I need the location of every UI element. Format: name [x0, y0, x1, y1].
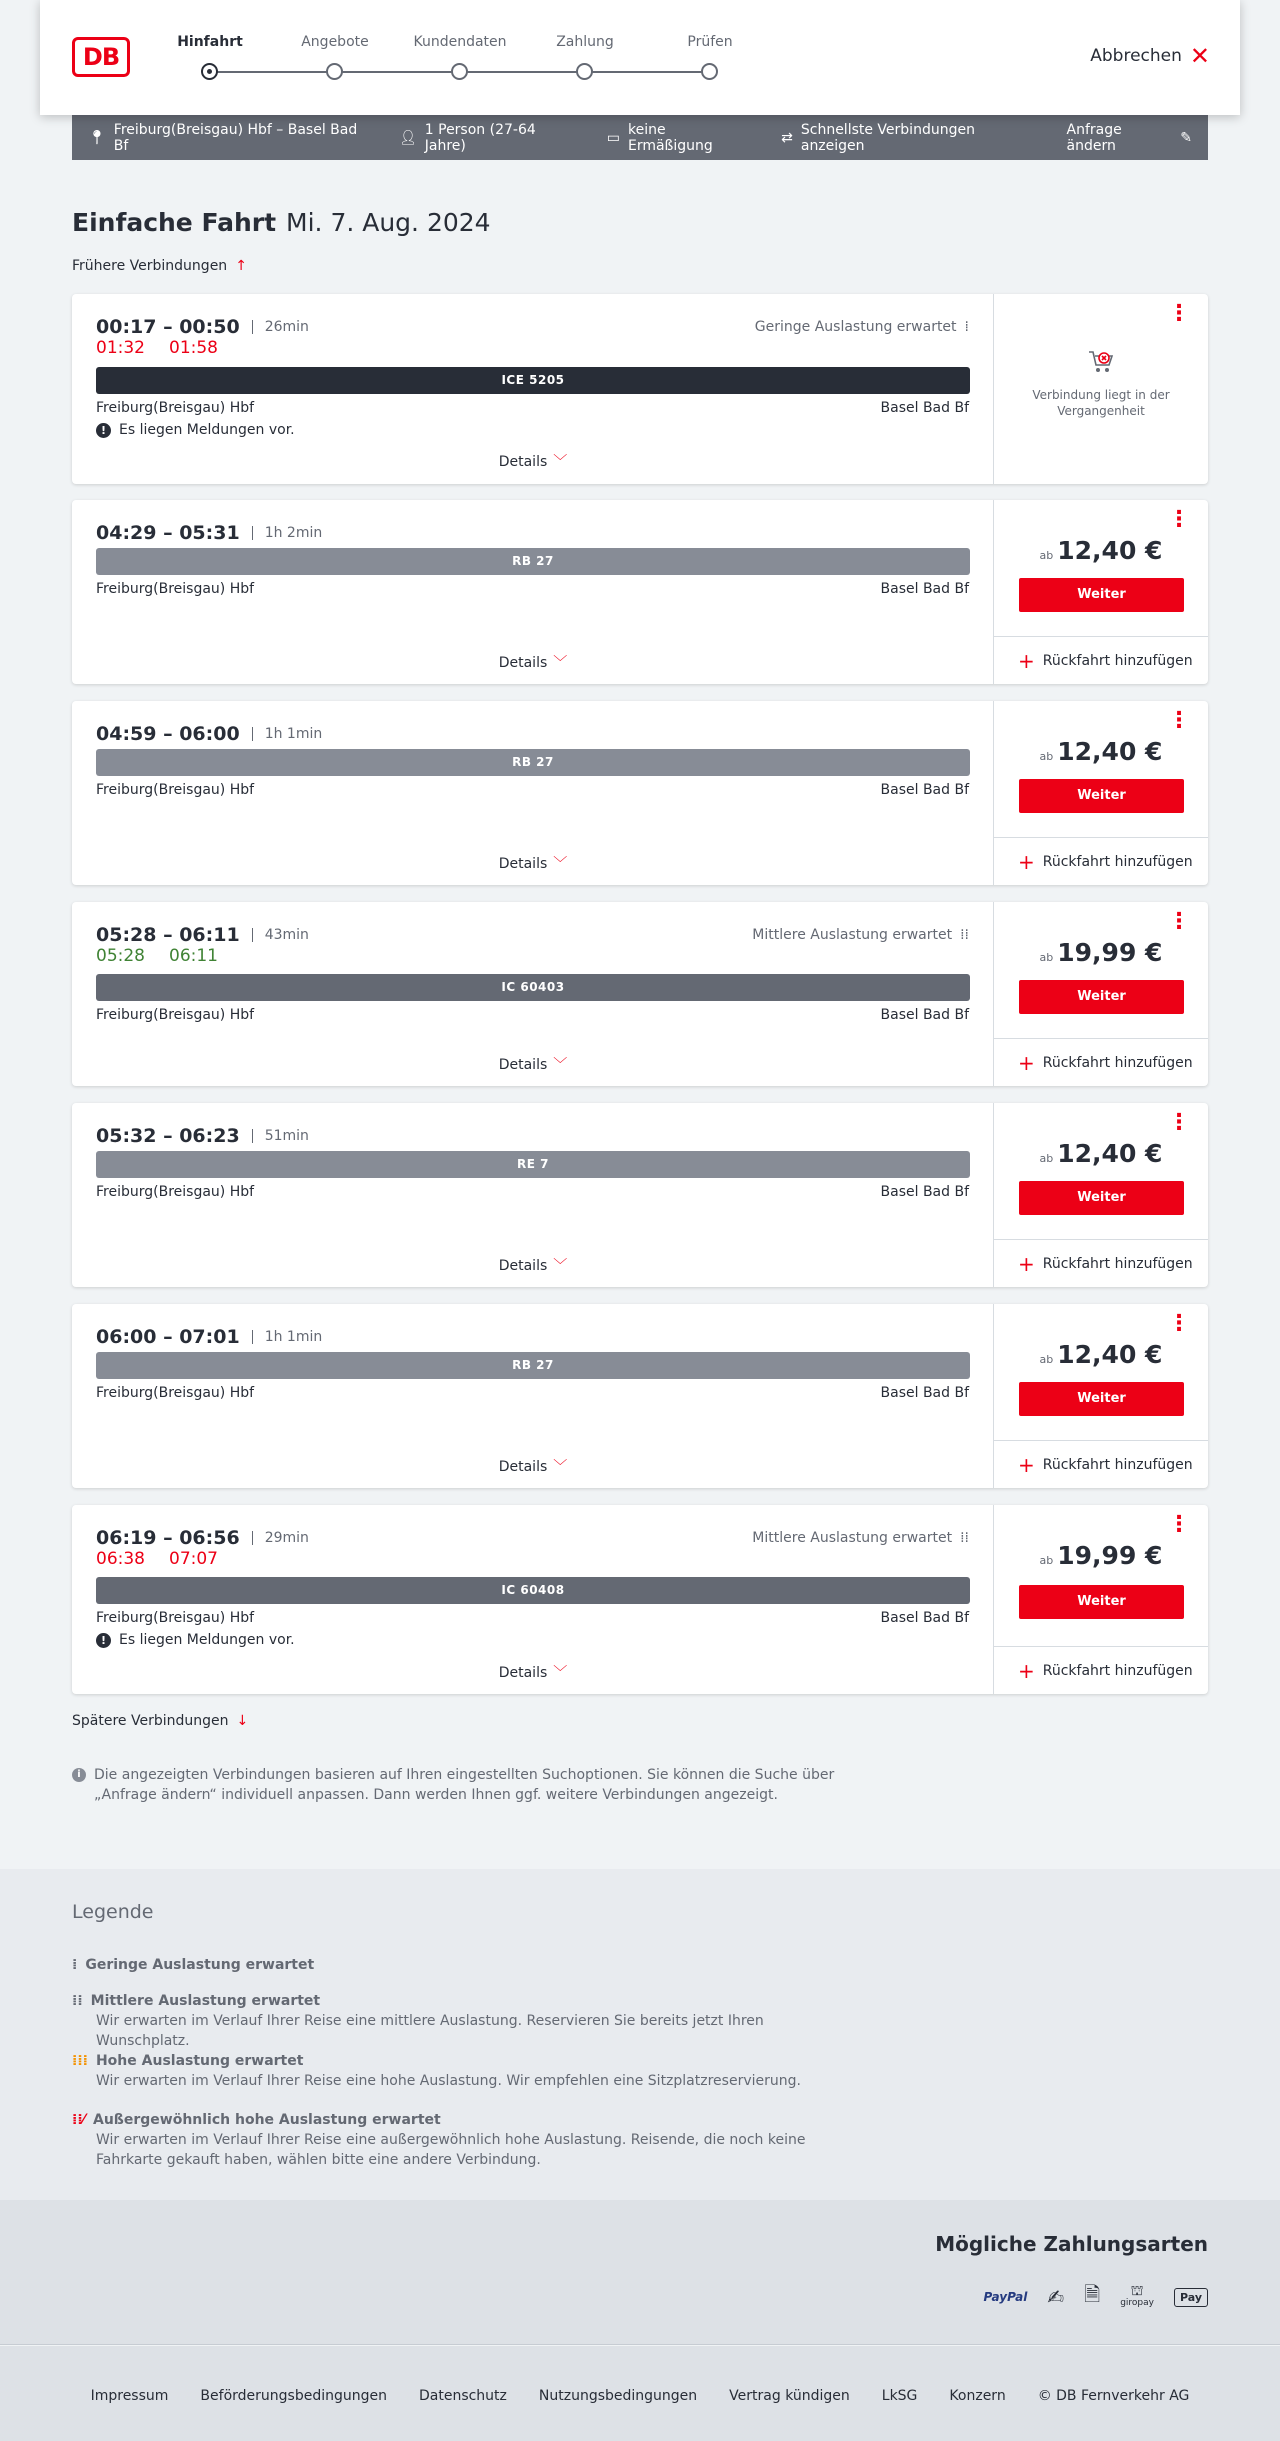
- step-zahlung[interactable]: Zahlung: [556, 34, 614, 50]
- step-dot: [451, 63, 468, 80]
- chevron-down-icon: ﹀: [553, 1459, 568, 1475]
- duration: 43min: [252, 928, 309, 942]
- step-dot: [326, 63, 343, 80]
- occupancy-high-icon: ⁞⁞⁞: [72, 2053, 88, 2069]
- more-options-icon[interactable]: ⋮: [1168, 1512, 1190, 1537]
- apple-pay-icon: [1174, 2288, 1208, 2307]
- legend-item: [72, 1991, 852, 2051]
- search-options-notice: [72, 1765, 852, 1805]
- footer-link-kuendigen[interactable]: Vertrag kündigen: [729, 2387, 850, 2404]
- notice-text: Die angezeigten Verbindungen basieren auf Ihren eingestellten Suchoptionen. Sie können die Suche über „Anfrage ändern“ individuell anpassen. Dann werden Ihnen ggf. weitere Verbindungen angezeigt.: [94, 1767, 835, 1803]
- destination-station: Basel Bad Bf: [880, 400, 969, 416]
- arrow-up-icon: ↑: [235, 258, 247, 274]
- plus-icon: +: [1018, 1658, 1035, 1683]
- search-summary-bar: [72, 115, 1208, 160]
- person-icon: 👤︎: [398, 129, 417, 146]
- times-text: 06:19 – 06:56: [96, 1527, 240, 1549]
- price-prefix: ab: [1039, 951, 1054, 964]
- connection-times: [96, 924, 309, 946]
- message-notice: [96, 1632, 295, 1648]
- connection-times: [96, 1326, 322, 1348]
- earlier-label: Frühere Verbindungen: [72, 258, 228, 274]
- details-label: Details: [498, 1665, 548, 1681]
- train-bar: RB 27: [96, 1352, 970, 1379]
- origin-station: Freiburg(Breisgau) Hbf: [96, 400, 255, 416]
- price: [994, 737, 1208, 766]
- booking-header: [40, 0, 1240, 115]
- price: [994, 1340, 1208, 1369]
- more-options-icon[interactable]: ⋮: [1168, 1311, 1190, 1336]
- more-options-icon[interactable]: ⋮: [1168, 909, 1190, 934]
- realtime-times: [96, 338, 218, 358]
- add-return-button[interactable]: [994, 1038, 1208, 1086]
- continue-button[interactable]: Weiter: [1019, 980, 1184, 1014]
- price-prefix: ab: [1039, 750, 1054, 763]
- price: [994, 1541, 1208, 1570]
- connection-times: [96, 723, 322, 745]
- pencil-icon: ✎: [1180, 129, 1192, 146]
- details-toggle[interactable]: [72, 451, 994, 471]
- cart-unavailable-icon: [1087, 349, 1115, 375]
- step-dot: [576, 63, 593, 80]
- continue-button[interactable]: Weiter: [1019, 1585, 1184, 1619]
- past-connection-text: Verbindung liegt in der Vergangenheit: [1032, 388, 1170, 418]
- db-logo[interactable]: DB: [72, 37, 130, 77]
- chevron-down-icon: ﹀: [553, 454, 568, 470]
- details-toggle[interactable]: [72, 1255, 994, 1275]
- occupancy-text: Geringe Auslastung erwartet: [754, 319, 957, 335]
- legend-item-title: Außergewöhnlich hohe Auslastung erwartet: [92, 2112, 441, 2128]
- realtime-times: [96, 946, 218, 966]
- more-options-icon[interactable]: ⋮: [1168, 507, 1190, 532]
- footer: [0, 2346, 1280, 2441]
- occupancy-text: Mittlere Auslastung erwartet: [752, 927, 953, 943]
- times-text: 05:32 – 06:23: [96, 1125, 240, 1147]
- step-dot-active: [201, 63, 218, 80]
- plus-icon: +: [1018, 648, 1035, 673]
- message-text: Es liegen Meldungen vor.: [119, 1632, 295, 1648]
- price-value: 12,40 €: [1057, 1139, 1163, 1168]
- realtime-departure: 06:38: [96, 1549, 145, 1569]
- occupancy-low-icon: ⁞: [964, 319, 969, 335]
- duration: 1h 1min: [252, 1330, 323, 1344]
- direct-debit-icon: ✍: [1047, 2285, 1065, 2309]
- details-toggle[interactable]: [72, 652, 994, 672]
- train-bar: IC 60408: [96, 1577, 970, 1604]
- discount-text: keine Ermäßigung: [627, 121, 713, 154]
- add-return-button[interactable]: [994, 1646, 1208, 1694]
- add-return-button[interactable]: [994, 1239, 1208, 1287]
- connection-card: [72, 294, 1208, 484]
- occupancy-medium-icon: ⁞⁞: [72, 1993, 83, 2009]
- cancel-button[interactable]: [1090, 42, 1210, 70]
- connection-card: [72, 902, 1208, 1086]
- realtime-departure: 01:32: [96, 338, 145, 358]
- train-bar: IC 60403: [96, 974, 970, 1001]
- destination-station: Basel Bad Bf: [880, 1610, 969, 1626]
- duration: 1h 2min: [252, 526, 323, 540]
- later-connections-link[interactable]: [72, 1713, 248, 1729]
- later-label: Spätere Verbindungen: [72, 1713, 229, 1729]
- train-bar: ICE 5205: [96, 367, 970, 394]
- occupancy-medium-icon: ⁞⁞: [960, 1530, 969, 1546]
- legend-item: [72, 2051, 852, 2091]
- chevron-down-icon: ﹀: [553, 1057, 568, 1073]
- more-options-icon[interactable]: ⋮: [1168, 1110, 1190, 1135]
- footer-link-nutzung[interactable]: Nutzungsbedingungen: [538, 2387, 698, 2404]
- footer-link-konzern[interactable]: Konzern: [949, 2387, 1006, 2404]
- giropay-icon: ⛫ giropay: [1120, 2283, 1154, 2308]
- price-prefix: ab: [1039, 1554, 1054, 1567]
- step-hinfahrt[interactable]: Hinfahrt: [177, 34, 243, 50]
- earlier-connections-link[interactable]: [72, 258, 247, 274]
- occupancy-low-icon: ⁞: [72, 1957, 78, 1973]
- more-options-icon[interactable]: ⋮: [1168, 301, 1190, 326]
- legend-item-title: Hohe Auslastung erwartet: [95, 2053, 304, 2069]
- price-value: 19,99 €: [1057, 1541, 1163, 1570]
- legend-item-desc: Wir erwarten im Verlauf Ihrer Reise eine mittlere Auslastung. Reservieren Sie bereits jetzt Ihren Wunschplatz.: [96, 2013, 764, 2049]
- more-options-icon[interactable]: ⋮: [1168, 708, 1190, 733]
- step-dot: [701, 63, 718, 80]
- realtime-arrival: 06:11: [169, 946, 218, 966]
- connection-times: [96, 1125, 309, 1147]
- price-prefix: ab: [1039, 1353, 1054, 1366]
- footer-copyright: © DB Fernverkehr AG: [1037, 2387, 1190, 2404]
- message-notice: [96, 422, 295, 438]
- origin-station: Freiburg(Breisgau) Hbf: [96, 1007, 255, 1023]
- connection-card: [72, 500, 1208, 684]
- price: [994, 1139, 1208, 1168]
- details-toggle[interactable]: [72, 1054, 994, 1074]
- destination-station: Basel Bad Bf: [880, 1007, 969, 1023]
- details-toggle[interactable]: [72, 853, 994, 873]
- add-return-label: Rückfahrt hinzufügen: [1042, 853, 1193, 870]
- times-text: 06:00 – 07:01: [96, 1326, 240, 1348]
- footer-link-datenschutz[interactable]: Datenschutz: [418, 2387, 507, 2404]
- occupancy-text: Mittlere Auslastung erwartet: [752, 1530, 953, 1546]
- details-label: Details: [498, 1258, 548, 1274]
- realtime-times: [96, 1549, 218, 1569]
- details-label: Details: [498, 454, 548, 470]
- cancel-label: Abbrechen: [1090, 46, 1182, 66]
- message-text: Es liegen Meldungen vor.: [119, 422, 295, 438]
- duration: 51min: [252, 1129, 309, 1143]
- connection-card: [72, 1505, 1208, 1694]
- duration: 29min: [252, 1531, 309, 1545]
- details-label: Details: [498, 1057, 548, 1073]
- exclamation-icon: !: [96, 423, 111, 438]
- add-return-label: Rückfahrt hinzufügen: [1042, 1255, 1193, 1272]
- add-return-button[interactable]: [994, 1440, 1208, 1488]
- times-text: 05:28 – 06:11: [96, 924, 240, 946]
- occupancy-indicator: [752, 1530, 969, 1546]
- add-return-label: Rückfahrt hinzufügen: [1042, 1456, 1193, 1473]
- realtime-arrival: 07:07: [169, 1549, 218, 1569]
- info-icon: i: [72, 1768, 86, 1782]
- chevron-down-icon: ﹀: [553, 655, 568, 671]
- continue-button[interactable]: Weiter: [1019, 1181, 1184, 1215]
- origin-station: Freiburg(Breisgau) Hbf: [96, 581, 255, 597]
- footer-link-befoerderung[interactable]: Beförderungsbedingungen: [200, 2387, 387, 2404]
- destination-station: Basel Bad Bf: [880, 1184, 969, 1200]
- train-bar: RB 27: [96, 548, 970, 575]
- page-title: [72, 208, 491, 237]
- price-prefix: ab: [1039, 549, 1054, 562]
- arrow-down-icon: ↓: [236, 1713, 249, 1729]
- payment-methods-section: [0, 2200, 1280, 2345]
- train-bar: RE 7: [96, 1151, 970, 1178]
- times-text: 04:29 – 05:31: [96, 522, 240, 544]
- add-return-button[interactable]: [994, 636, 1208, 684]
- title-date: Mi. 7. Aug. 2024: [286, 208, 491, 237]
- location-pin-icon: 📍︎: [88, 129, 106, 146]
- title-trip-type: Einfache Fahrt: [72, 208, 277, 237]
- details-label: Details: [498, 655, 548, 671]
- step-angebote[interactable]: Angebote: [301, 34, 369, 50]
- chevron-down-icon: ﹀: [553, 1665, 568, 1681]
- connection-times: [96, 316, 309, 338]
- apple-pay-label: Pay: [1179, 2290, 1202, 2304]
- realtime-arrival: 01:58: [169, 338, 218, 358]
- edit-request-button[interactable]: [1067, 122, 1193, 154]
- duration: 1h 1min: [252, 727, 323, 741]
- legend-section: [0, 1869, 1280, 2200]
- destination-station: Basel Bad Bf: [880, 581, 969, 597]
- chevron-down-icon: ﹀: [553, 856, 568, 872]
- step-kundendaten[interactable]: Kundendaten: [413, 34, 507, 50]
- option-text: Schnellste Verbindungen anzeigen: [800, 121, 975, 154]
- occupancy-indicator: [755, 319, 969, 335]
- legend-item-desc: Wir erwarten im Verlauf Ihrer Reise eine außergewöhnlich hohe Auslastung. Reisende, die noch keine Fahrkarte gekauft haben, wählen bitte eine andere Verbindung.: [96, 2132, 806, 2168]
- details-toggle[interactable]: [72, 1662, 994, 1682]
- paypal-icon: PayPal: [983, 2290, 1028, 2304]
- price-value: 12,40 €: [1057, 1340, 1163, 1369]
- plus-icon: +: [1018, 1452, 1035, 1477]
- add-return-button[interactable]: [994, 837, 1208, 885]
- price: [994, 536, 1208, 565]
- price-value: 19,99 €: [1057, 938, 1163, 967]
- price: [994, 938, 1208, 967]
- legend-title: Legende: [72, 1901, 154, 1923]
- origin-station: Freiburg(Breisgau) Hbf: [96, 1184, 255, 1200]
- realtime-departure: 05:28: [96, 946, 145, 966]
- duration: 26min: [252, 320, 309, 334]
- destination-station: Basel Bad Bf: [880, 782, 969, 798]
- continue-button[interactable]: Weiter: [1019, 1382, 1184, 1416]
- times-text: 04:59 – 06:00: [96, 723, 240, 745]
- price-value: 12,40 €: [1057, 737, 1163, 766]
- details-label: Details: [498, 1459, 548, 1475]
- edit-request-label: Anfrage ändern: [1066, 121, 1122, 154]
- price-value: 12,40 €: [1057, 536, 1163, 565]
- footer-link-lksg[interactable]: LkSG: [881, 2387, 918, 2404]
- plus-icon: +: [1018, 849, 1035, 874]
- occupancy-indicator: [752, 927, 969, 943]
- connection-times: [96, 1527, 309, 1549]
- past-connection-info: [994, 349, 1208, 419]
- origin-station: Freiburg(Breisgau) Hbf: [96, 1610, 255, 1626]
- chevron-down-icon: ﹀: [553, 1258, 568, 1274]
- plus-icon: +: [1018, 1251, 1035, 1276]
- connection-card: [72, 701, 1208, 885]
- legend-item-title: Mittlere Auslastung erwartet: [90, 1993, 321, 2009]
- legend-item-title: Geringe Auslastung erwartet: [85, 1957, 315, 1973]
- exclamation-icon: !: [96, 1633, 111, 1648]
- destination-station: Basel Bad Bf: [880, 1385, 969, 1401]
- payment-title: Mögliche Zahlungsarten: [935, 2232, 1208, 2256]
- invoice-icon: 🗎︎: [1084, 2282, 1101, 2306]
- connection-card: [72, 1103, 1208, 1287]
- continue-button[interactable]: Weiter: [1019, 578, 1184, 612]
- add-return-label: Rückfahrt hinzufügen: [1042, 1054, 1193, 1071]
- train-bar: RB 27: [96, 749, 970, 776]
- footer-link-impressum[interactable]: Impressum: [90, 2387, 169, 2404]
- plus-icon: +: [1018, 1050, 1035, 1075]
- close-icon: ✕: [1189, 42, 1210, 70]
- travellers-text: 1 Person (27-64 Jahre): [424, 121, 536, 154]
- continue-button[interactable]: Weiter: [1019, 779, 1184, 813]
- details-toggle[interactable]: [72, 1456, 994, 1476]
- legend-item: [72, 1955, 314, 1975]
- legend-item-desc: Wir erwarten im Verlauf Ihrer Reise eine hohe Auslastung. Wir empfehlen eine Sitzplatzreservierung.: [96, 2073, 801, 2089]
- swap-arrows-icon: ⇄: [781, 129, 793, 146]
- connection-card: [72, 1304, 1208, 1488]
- legend-item: [72, 2110, 852, 2170]
- times-text: 00:17 – 00:50: [96, 316, 240, 338]
- bahncard-icon: ▭: [606, 129, 620, 146]
- giropay-label: giropay: [1120, 2298, 1154, 2308]
- connection-times: [96, 522, 322, 544]
- add-return-label: Rückfahrt hinzufügen: [1042, 652, 1193, 669]
- occupancy-medium-icon: ⁞⁞: [960, 927, 969, 943]
- route-text: Freiburg(Breisgau) Hbf – Basel Bad Bf: [113, 121, 358, 154]
- origin-station: Freiburg(Breisgau) Hbf: [96, 782, 255, 798]
- price-prefix: ab: [1039, 1152, 1054, 1165]
- step-pruefen[interactable]: Prüfen: [687, 34, 733, 50]
- details-label: Details: [498, 856, 548, 872]
- occupancy-exceptional-icon: ⁞⁞⁄: [72, 2112, 85, 2128]
- add-return-label: Rückfahrt hinzufügen: [1042, 1662, 1193, 1679]
- origin-station: Freiburg(Breisgau) Hbf: [96, 1385, 255, 1401]
